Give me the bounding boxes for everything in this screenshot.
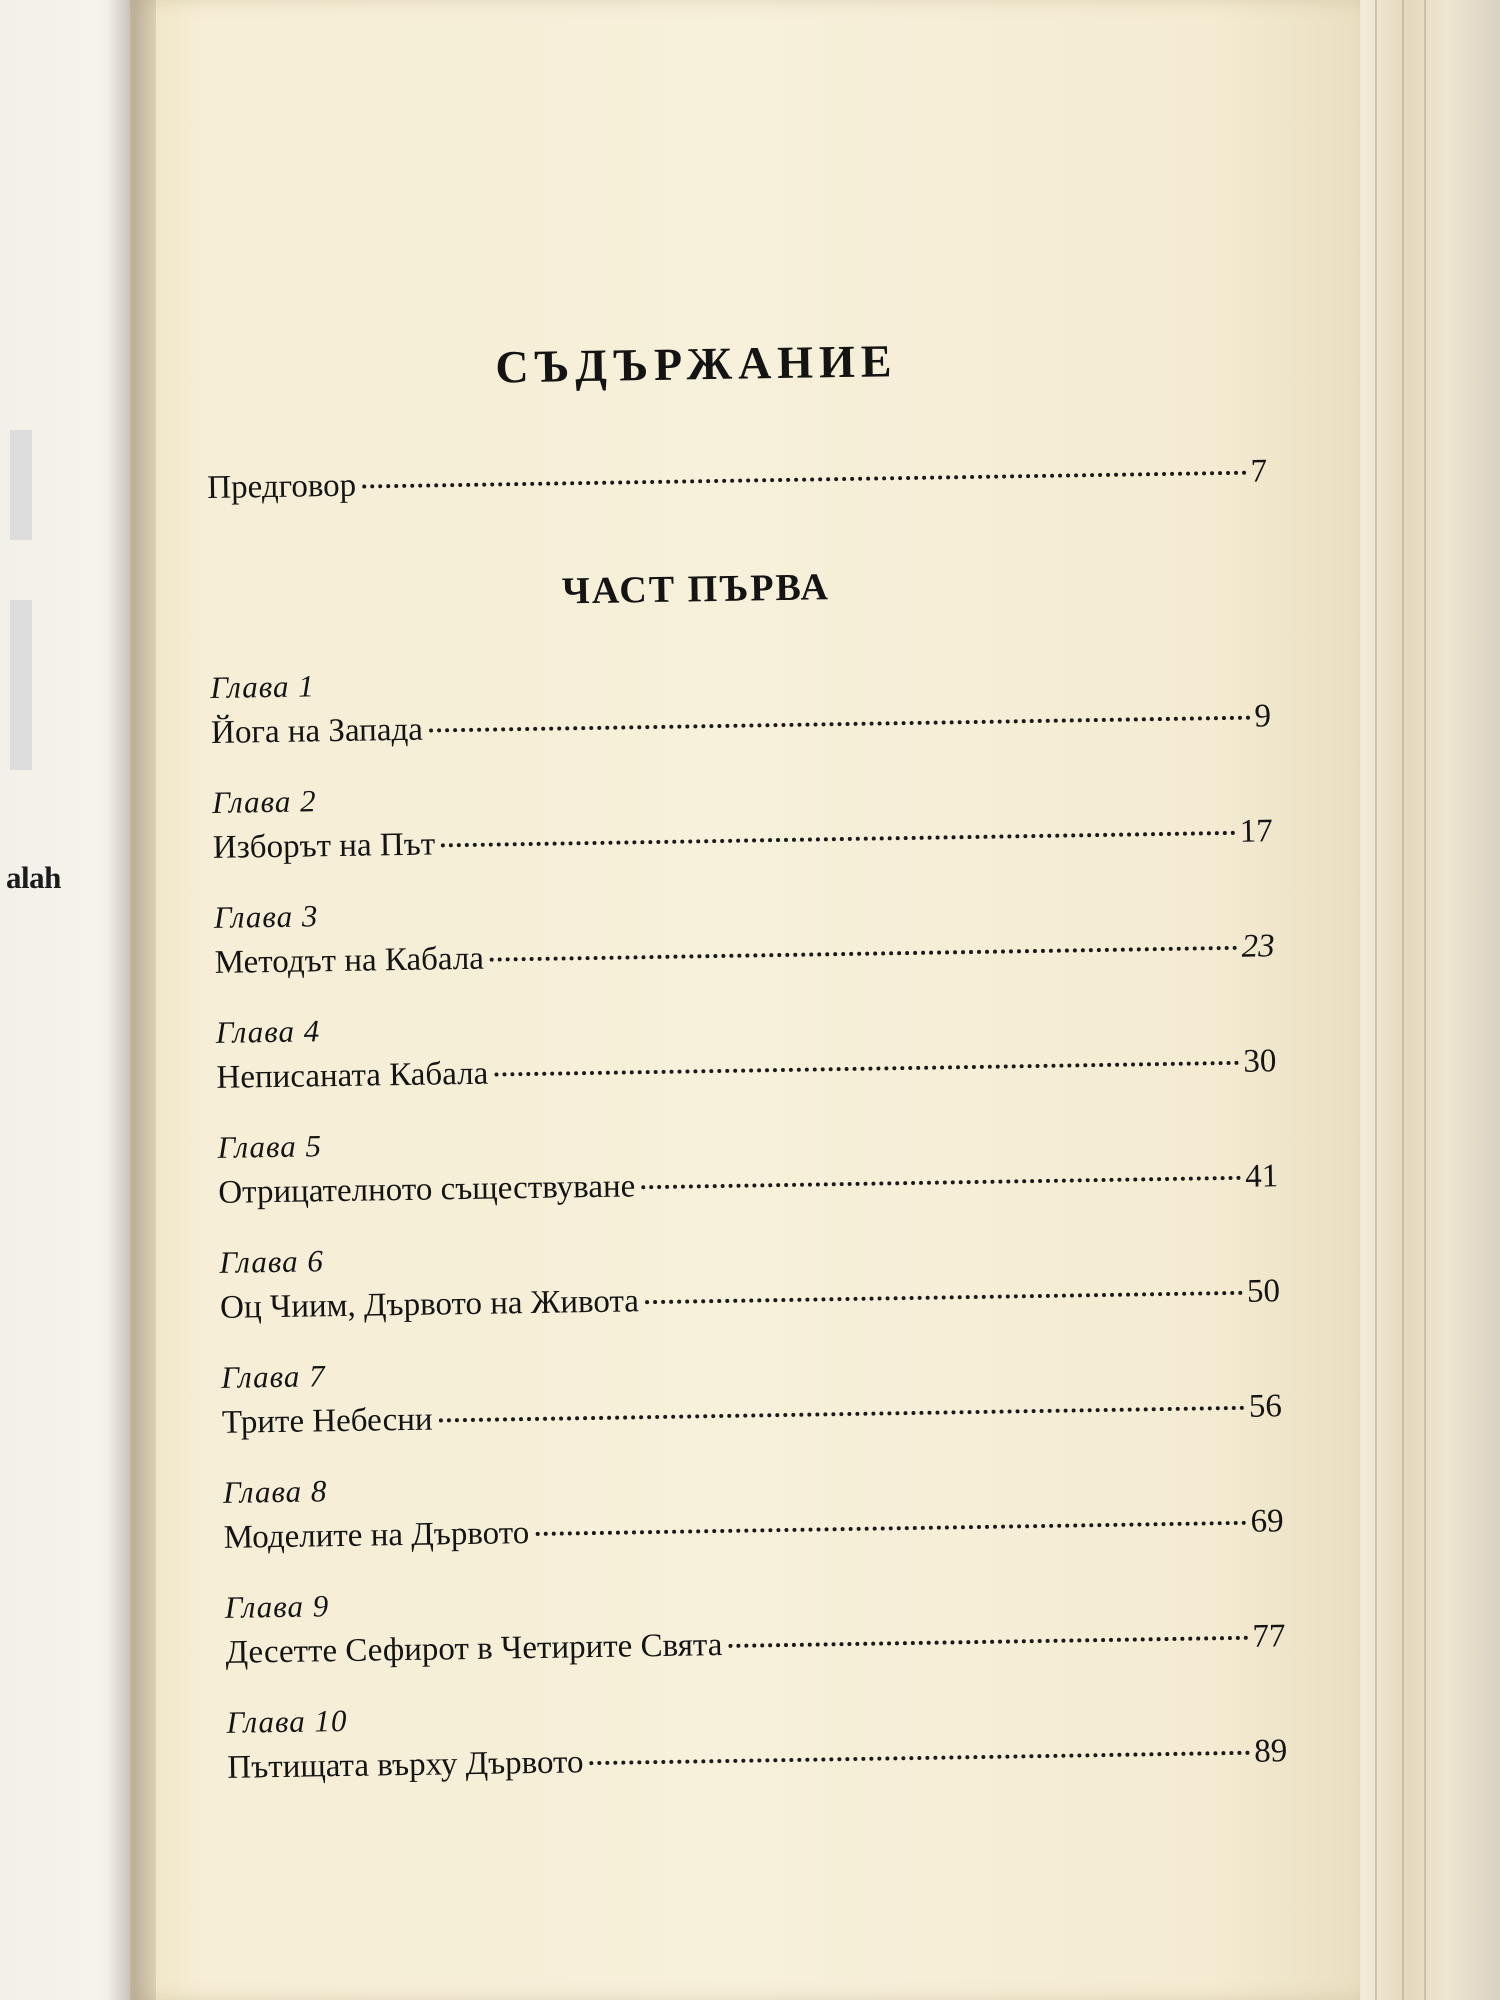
chapter-label: Глава 7 <box>220 1358 326 1395</box>
left-page-bleed-mark <box>10 430 32 540</box>
entry-title: Отрицателното съществуване <box>218 1168 636 1211</box>
left-page-bleed-mark <box>10 600 32 770</box>
dot-leader <box>429 716 1251 733</box>
entry-title: Методът на Кабала <box>214 940 485 981</box>
dot-leader <box>490 946 1238 962</box>
part-heading: ЧАСТ ПЪРВА <box>561 566 831 613</box>
entry-title: Десетте Сефирот в Четирите Свята <box>225 1627 723 1671</box>
chapter-label: Глава 5 <box>217 1128 323 1165</box>
entry-title: Изборът на Път <box>212 826 436 866</box>
entry-page-number: 9 <box>1254 698 1272 735</box>
dot-leader <box>589 1751 1250 1765</box>
page-edge-line <box>1424 0 1426 2000</box>
entry-page-number: 30 <box>1243 1043 1277 1080</box>
dot-leader <box>494 1061 1239 1077</box>
dot-leader <box>641 1176 1241 1189</box>
page-edge-line <box>1375 0 1377 2000</box>
entry-title: Неписаната Кабала <box>216 1055 489 1096</box>
entry-page-number: 77 <box>1252 1618 1286 1655</box>
entry-title: Йога на Запада <box>210 711 424 751</box>
dot-leader <box>441 831 1236 847</box>
chapter-label: Глава 4 <box>215 1013 321 1050</box>
dot-leader <box>439 1406 1245 1423</box>
dot-leader <box>535 1521 1246 1536</box>
entry-page-number: 7 <box>1250 453 1268 490</box>
page-edge-line <box>1402 0 1404 2000</box>
chapter-label: Глава 8 <box>222 1473 328 1510</box>
entry-page-number: 41 <box>1244 1158 1279 1195</box>
entry-title: Трите Небесни <box>221 1401 433 1441</box>
left-page-text-fragment: alah <box>6 860 61 895</box>
entry-page-number: 23 <box>1241 928 1275 965</box>
dot-leader <box>362 471 1247 489</box>
chapter-label: Глава 9 <box>224 1588 330 1625</box>
chapter-label: Глава 2 <box>211 783 317 820</box>
entry-title: Оц Чиим, Дървото на Живота <box>219 1283 640 1326</box>
entry-title: Моделите на Дървото <box>223 1515 530 1556</box>
dot-leader <box>645 1291 1243 1304</box>
chapter-label: Глава 3 <box>213 898 319 935</box>
entry-page-number: 56 <box>1248 1388 1283 1425</box>
book-page <box>130 0 1360 2000</box>
entry-page-number: 69 <box>1250 1503 1284 1540</box>
chapter-label: Глава 6 <box>219 1243 325 1280</box>
gutter-shadow <box>108 0 156 2000</box>
entry-page-number: 17 <box>1239 813 1274 850</box>
chapter-label: Глава 10 <box>226 1702 348 1740</box>
toc-title: СЪДЪРЖАНИЕ <box>494 335 898 393</box>
entry-page-number: 50 <box>1246 1273 1281 1310</box>
entry-page-number: 89 <box>1253 1733 1288 1770</box>
entry-title: Пътищата върху Дървото <box>227 1744 584 1786</box>
chapter-label: Глава 1 <box>210 668 316 705</box>
dot-leader <box>728 1636 1248 1648</box>
entry-title: Предговор <box>206 467 357 506</box>
